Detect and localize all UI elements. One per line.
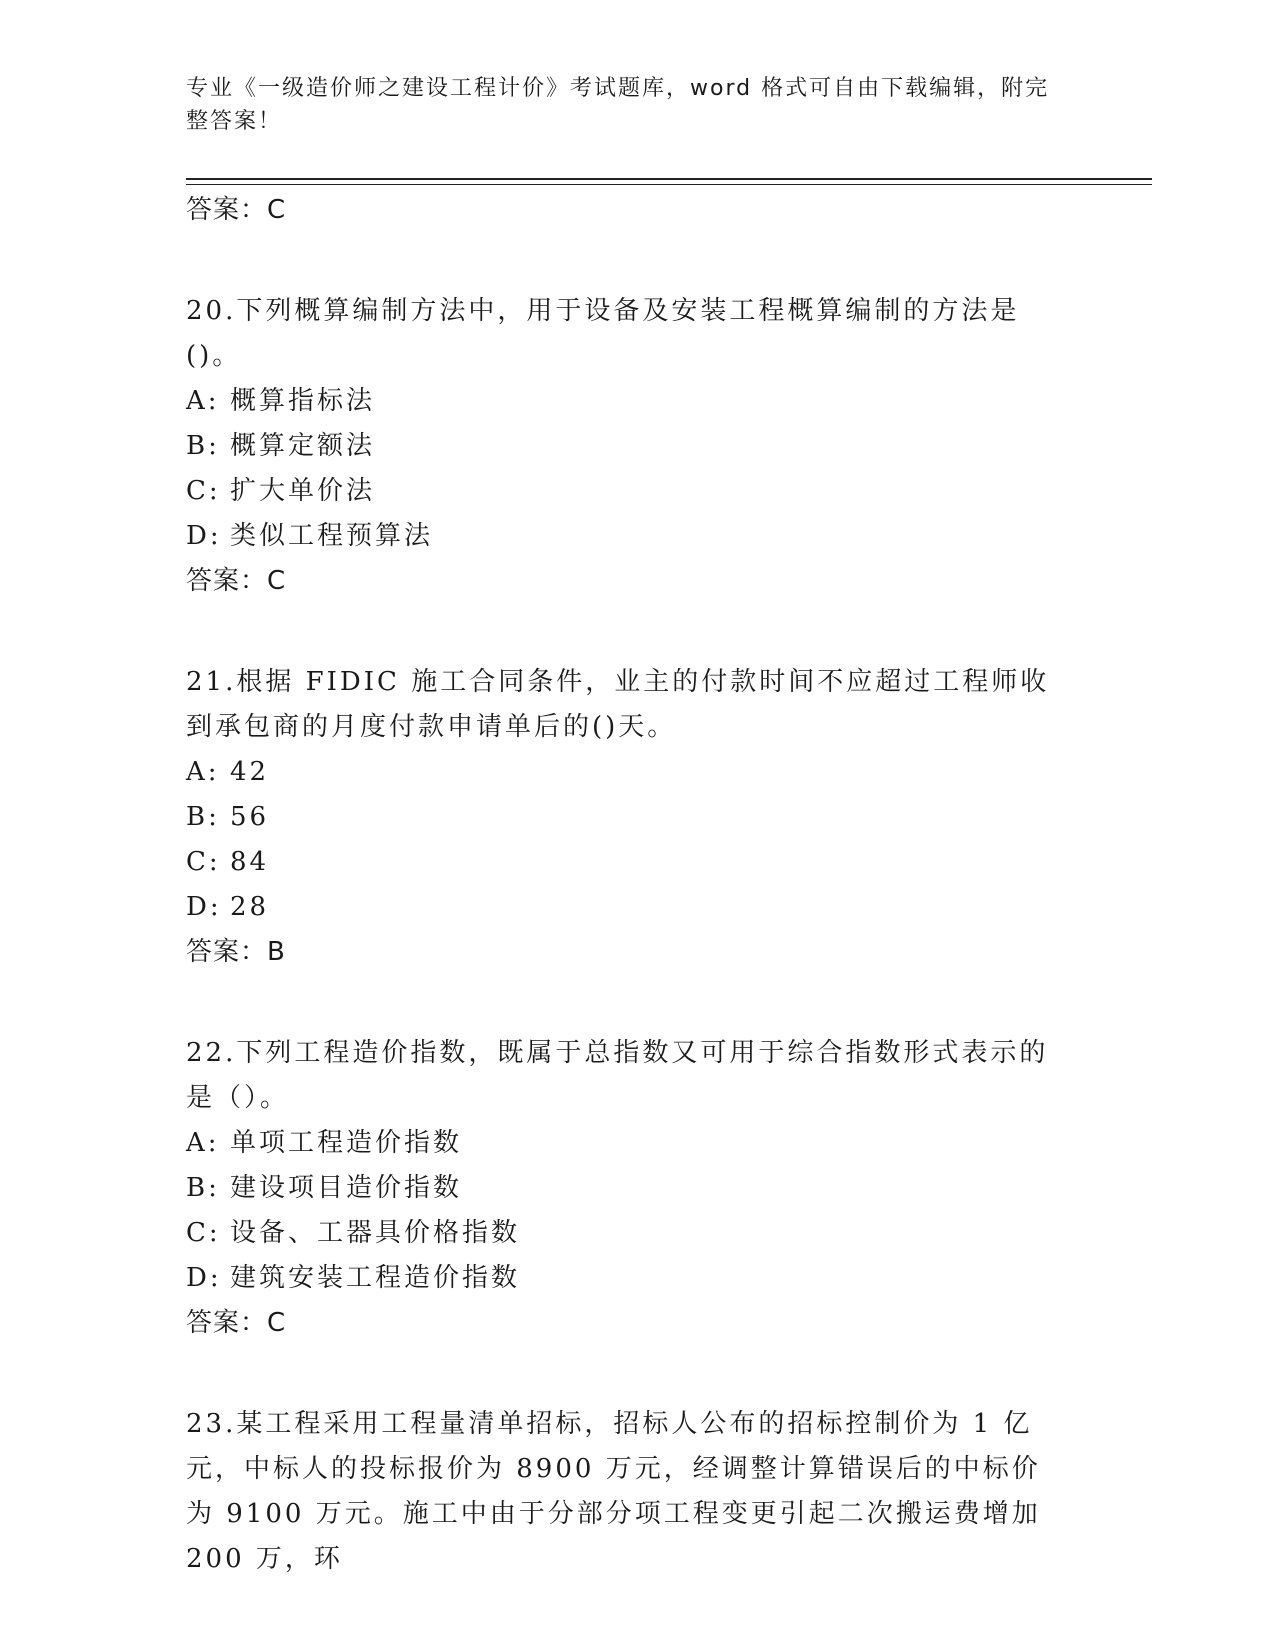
header-divider-thick (186, 178, 1152, 180)
option-text: 单项工程造价指数 (230, 1128, 463, 1158)
question-block (186, 660, 1066, 975)
option-d (186, 1256, 1066, 1301)
option-letter: D: (186, 892, 222, 922)
option-c (186, 469, 1066, 514)
spacer (186, 1346, 1066, 1402)
option-letter: C: (186, 476, 221, 506)
option-d (186, 514, 1066, 559)
question-text: 22.下列工程造价指数，既属于总指数又可用于综合指数形式表示的是（）。 (186, 1038, 1049, 1113)
question-block (186, 1402, 1066, 1582)
option-b (186, 424, 1066, 469)
option-text: 56 (230, 802, 270, 832)
option-letter: D: (186, 521, 222, 551)
answer-line: 答案：B (186, 937, 286, 967)
option-letter: B: (186, 802, 220, 832)
option-c (186, 1211, 1066, 1256)
question-text: 20.下列概算编制方法中，用于设备及安装工程概算编制的方法是()。 (186, 296, 1020, 371)
option-text: 建筑安装工程造价指数 (230, 1263, 521, 1293)
question-text: 23.某工程采用工程量清单招标，招标人公布的招标控制价为 1 亿元，中标人的投标报价为 8900 万元，经调整计算错误后的中标价为 9100 万元。施工中由于分部分项工程变更引起二次搬运费增加 200 万，环 (186, 1409, 1041, 1574)
option-b (186, 795, 1066, 840)
page-header (186, 72, 1066, 138)
option-text: 扩大单价法 (230, 476, 376, 506)
document-body (186, 188, 1066, 1582)
option-letter: B: (186, 1173, 220, 1203)
option-text: 42 (230, 757, 270, 787)
option-letter: B: (186, 431, 220, 461)
option-letter: A: (186, 1128, 220, 1158)
spacer (186, 975, 1066, 1031)
option-text: 概算定额法 (230, 431, 376, 461)
header-divider-thin (186, 184, 1152, 185)
option-letter: A: (186, 386, 220, 416)
option-letter: C: (186, 1218, 221, 1248)
header-text: 专业《一级造价师之建设工程计价》考试题库，word 格式可自由下载编辑，附完整答案！ (186, 76, 1050, 134)
option-text: 概算指标法 (230, 386, 376, 416)
option-letter: C: (186, 847, 221, 877)
answer-line: 答案：C (186, 566, 287, 596)
answer-line: 答案：C (186, 195, 287, 225)
option-a (186, 1121, 1066, 1166)
option-b (186, 1166, 1066, 1211)
option-text: 28 (230, 892, 270, 922)
option-letter: D: (186, 1263, 222, 1293)
option-d (186, 885, 1066, 930)
question-text: 21.根据 FIDIC 施工合同条件，业主的付款时间不应超过工程师收到承包商的月度付款申请单后的()天。 (186, 667, 1050, 742)
question-block (186, 1031, 1066, 1346)
option-text: 84 (230, 847, 270, 877)
option-text: 设备、工器具价格指数 (230, 1218, 521, 1248)
option-text: 类似工程预算法 (230, 521, 434, 551)
option-c (186, 840, 1066, 885)
answer-line: 答案：C (186, 1308, 287, 1338)
spacer (186, 604, 1066, 660)
option-text: 建设项目造价指数 (230, 1173, 463, 1203)
option-a (186, 750, 1066, 795)
question-block (186, 289, 1066, 604)
option-a (186, 379, 1066, 424)
option-letter: A: (186, 757, 220, 787)
spacer (186, 233, 1066, 289)
